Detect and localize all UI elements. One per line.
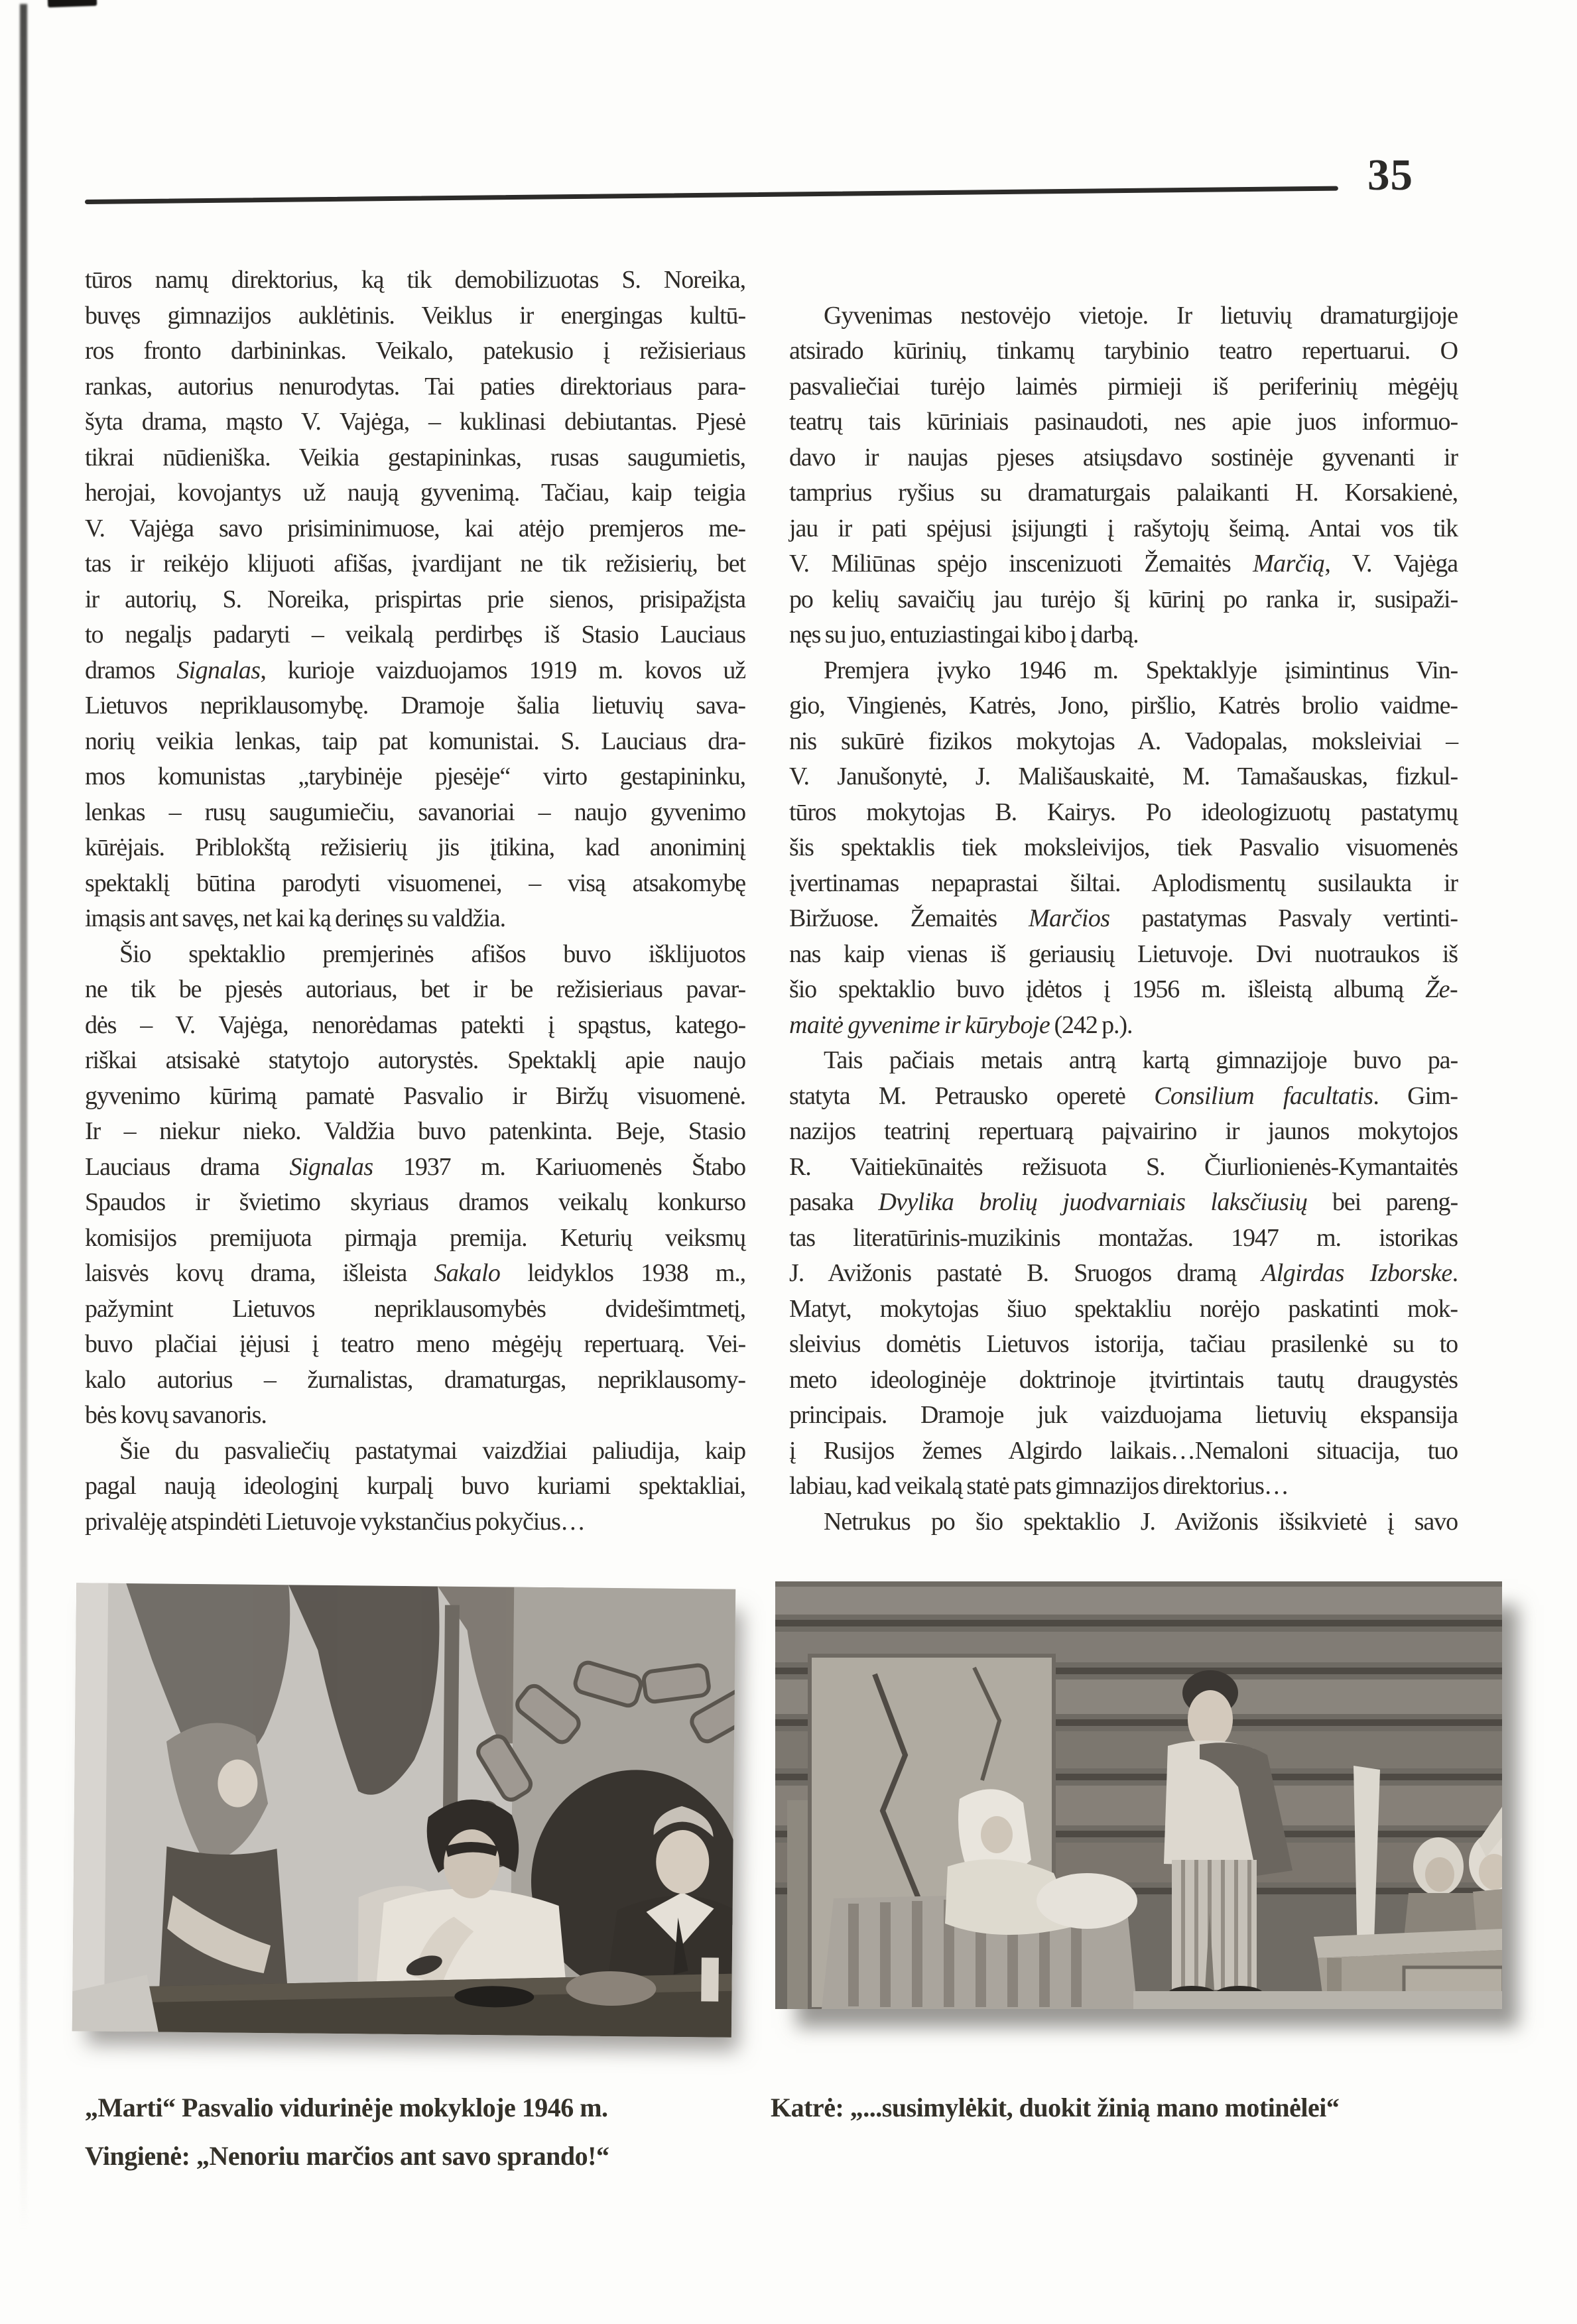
text-line: kalo autorius – žurnalistas, dramaturgas, nepriklausomy- [85,1365,745,1394]
text-line: Ir – niekur nieko. Valdžia buvo patenkinta. Beje, Stasio [85,1117,745,1145]
text-line: Biržuose. Žemaitės Marčios pastatymas Pasvaly vertinti- [789,904,1458,932]
text-line: Lietuvos nepriklausomybę. Dramoje šalia lietuvių sava- [85,692,745,719]
text-line: mos komunistas „tarybinėje pjesėje“ virto gestapininku, [85,763,745,790]
text-line: tikrai nūdieniška. Veikia gestapininkas, rusas saugumietis, [85,443,745,471]
text-line: pasvaliečiai turėjo laimės pirmieji iš periferinių mėgėjų [789,372,1458,400]
text-line: Spaudos ir švietimo skyriaus dramos veikalų konkurso [85,1188,745,1216]
caption-line: „Marti“ Pasvalio vidurinėje mokykloje 1946 m. [85,2093,608,2122]
right-photo-illustration [775,1581,1502,2009]
caption-line: Vingienė: „Nenoriu marčios ant savo sprando!“ [85,2141,609,2171]
text-line: nęs su juo, entuziastingai kibo į darbą. [789,621,1139,648]
left-text-column [85,263,745,1540]
text-line: nazijos teatrinį repertuarą paįvairino ir jaunos mokytojos [789,1117,1458,1145]
text-line: tas literatūrinis-muzikinis montažas. 1947 m. istorikas [789,1223,1458,1252]
header-rule [85,186,1338,204]
text-line: gio, Vingienės, Katrės, Jono, piršlio, Katrės brolio vaidme- [789,692,1458,719]
bedding-bundle [1037,1873,1137,1929]
text-line: ir autorių, S. Noreika, prispirtas prie sienos, prisipažįsta [85,585,745,613]
scan-gutter-shadow [20,4,27,2298]
text-line: šis spektaklis tiek moksleivijos, tiek Pasvalio visuomenės [789,833,1458,861]
text-line: Šie du pasvaliečių pastatymai vaizdžiai paliudija, kaip [119,1436,745,1465]
photo-left-strip [72,1583,108,2031]
text-line: ne tik be pjesės autoriaus, bet ir be režisieriaus pavar- [85,975,745,1003]
text-line: tamprius ryšius su dramaturgais palaikanti H. Korsakienė, [789,479,1458,507]
text-line: V. Janušonytė, J. Mališauskaitė, M. Tamašauskas, fizkul- [789,763,1458,790]
text-line: Premjera įvyko 1946 m. Spektaklyje įsimintinus Vin- [824,656,1458,684]
text-line: principais. Dramoje juk vaizduojama lietuvių ekspansija [789,1401,1458,1429]
text-line: ros fronto darbininkas. Veikalo, patekusio į režisieriaus [85,337,745,365]
text-line: spektaklį būtina parodyti visuomenei, – visą atsakomybę [85,869,745,897]
text-line: dramos Signalas, kurioje vaizduojamos 1919 m. kovos už [85,656,746,684]
text-line: Tais pačiais metais antrą kartą gimnazijoje buvo pa- [824,1046,1458,1074]
text-line: to negalįs padaryti – veikalą perdirbęs iš Stasio Lauciaus [85,621,745,648]
text-line: herojai, kovojantys už naują gyvenimą. Tačiau, kaip teigia [85,479,745,507]
text-line: rankas, autorius nenurodytas. Tai paties direktoriaus para- [85,372,745,400]
text-line: tas ir reikėjo klijuoti afišas, įvardijant ne tik režisierių, bet [85,550,745,578]
text-line: R. Vaitiekūnaitės režisuota S. Čiurlionienės-Kymantaitės [789,1152,1458,1181]
text-line: šio spektaklio buvo įdėtos į 1956 m. išleistą albumą Že- [789,975,1458,1003]
right-photo-caption [771,2083,1533,2132]
text-line: Gyvenimas nestovėjo vietoje. Ir lietuvių dramaturgijoje [824,301,1458,330]
text-line: dės – V. Vajėga, nenorėdamas patekti į spąstus, katego- [85,1010,745,1039]
text-line: Lauciaus drama Signalas 1937 m. Kariuomenės Štabo [85,1152,745,1181]
right-text-column [789,263,1458,1540]
bottle [701,1957,719,2001]
text-line: įvertinamas nepaprastai šiltai. Aplodismentų susilaukta ir [789,869,1458,897]
text-line: maitė gyvenime ir kūryboje (242 p.). [789,1010,1133,1039]
text-line: davo ir naujas pjeses atsiųsdavo sostinėje gyvenanti ir [789,443,1458,471]
text-line: norių veikia lenkas, taip pat komunistai. S. Lauciaus dra- [85,727,745,755]
text-line: lenkas – rusų saugumiečiu, savanoriai – naujo gyvenimo [85,798,745,826]
left-photo-caption [85,2083,748,2180]
text-line: J. Avižonis pastatė B. Sruogos dramą Algirdas Izborske. [789,1259,1458,1287]
text-line: imąsis ant savęs, net kai ką derinęs su valdžia. [85,904,505,932]
text-line: V. Vajėga savo prisiminimuose, kai atėjo premjeros me- [85,514,745,542]
text-line: buvęs gimnazijos auklėtinis. Veiklus ir energingas kultū- [85,301,745,330]
text-line: pasaka Dvylika brolių juodvarniais laksčiusių bei pareng- [789,1188,1458,1216]
text-line: teatrų tais kūriniais pasinaudoti, nes apie juos informuo- [789,408,1458,436]
caption-line: Katrė: „...susimylėkit, duokit žinią mano motinėlei“ [771,2093,1340,2122]
scan-corner-mark [48,0,97,7]
text-line: Šio spektaklio premjerinės afišos buvo išklijuotos [119,940,745,968]
text-line: statyta M. Petrausko operetė Consilium facultatis. Gim- [789,1081,1458,1110]
text-line: Netrukus po šio spektaklio J. Avižonis išsikvietė į savo [824,1507,1458,1536]
text-line: Matyt, mokytojas šiuo spektakliu norėjo paskatinti mok- [789,1294,1458,1323]
text-line: kūrėjais. Priblokštą režisierių jis įtikina, kad anoniminį [85,833,745,861]
text-line: privalėję atspindėti Lietuvoje vykstančius pokyčius… [85,1507,585,1536]
text-line: į Rusijos žemes Algirdo laikais…Nemaloni situacija, tuo [789,1436,1458,1465]
text-line: gyvenimo kūrimą pamatė Pasvalio ir Biržų visuomenė. [85,1081,745,1110]
text-line: šyta drama, mąsto V. Vajėga, – kuklinasi debiutantas. Pjesė [85,408,745,436]
text-line: laisvės kovų drama, išleista Sakalo leidyklos 1938 m., [85,1259,745,1287]
text-line: atsirado kūrinių, tinkamų tarybinio teatro repertuarui. O [789,337,1458,365]
text-line: tūros namų direktorius, ką tik demobilizuotas S. Noreika, [85,266,745,294]
text-line: meto ideologinėje doktrinoje įtvirtintais tautų draugystės [789,1365,1458,1394]
text-line: sleivius domėtis Lietuvos istorija, tačiau prasilenkė su to [789,1330,1458,1358]
text-line: nas kaip vienas iš geriausių Lietuvoje. Dvi nuotraukos iš [789,940,1458,968]
text-line: pagal naują ideologinį kurpalį buvo kuriami spektakliai, [85,1472,745,1500]
text-line: jau ir pati spėjusi įsijungti į rašytojų šeimą. Antai vos tik [789,514,1458,542]
stage-floor [1133,1991,1502,2009]
text-line: pažymint Lietuvos nepriklausomybės dvidešimtmetį, [85,1294,745,1323]
text-line: labiau, kad veikalą statė pats gimnazijos direktorius… [789,1472,1289,1500]
page-number: 35 [1367,151,1413,200]
right-photo [775,1581,1502,2009]
text-line: V. Miliūnas spėjo inscenizuoti Žemaitės Marčią, V. Vajėga [789,550,1458,578]
text-line: po kelių savaičių jau turėjo šį kūrinį po ranka ir, susipaži- [789,585,1458,613]
text-line: riškai atsisakė statytojo autorystės. Spektaklį apie naujo [85,1046,745,1074]
text-line: komisijos premijuota pirmąja premija. Keturių veiksmų [85,1223,745,1252]
left-photo-illustration [72,1583,735,2038]
text-line: nis sukūrė fizikos mokytojas A. Vadopalas, moksleiviai – [789,727,1458,755]
left-photo [72,1583,735,2038]
text-line: tūros mokytojas B. Kairys. Po ideologizuotų pastatymų [789,798,1458,826]
text-line: bės kovų savanoris. [85,1401,267,1429]
text-line: buvo plačiai įėjusi į teatro meno mėgėjų repertuarą. Vei- [85,1330,745,1358]
text-line [789,263,1458,298]
